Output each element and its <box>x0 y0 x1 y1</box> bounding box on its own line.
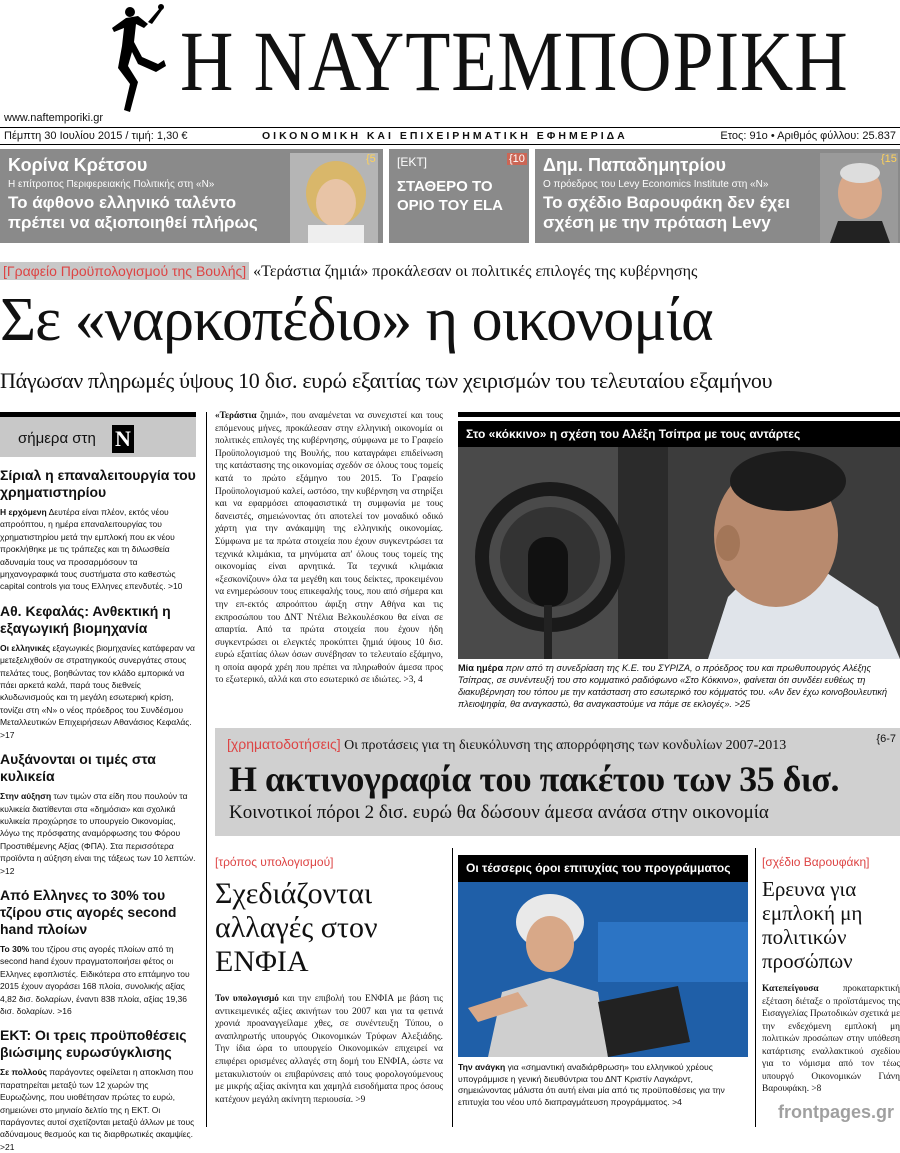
brief-item[interactable] <box>0 887 196 1017</box>
brief-text: εξαγωγικές βιομηχανίες κατάφεραν να μετεξελιχθούν σε στρατηγικούς συνεργάτες στους πελάτες τους, βοηθώντας τον κλάδο εμπορικά να πάει αρκετά καλά, παρά τους διεθνείς κλυδωνισμούς και τη μεγάλη εσωτερική κρίση, τονίζει στη «Ν» ο νέος πρόεδρος του Συνδέσμου Μεταλλευτικών Επιχειρήσεων Αθανάσιος Κεφαλάς. >17 <box>0 642 195 740</box>
photo-caption <box>458 1062 748 1108</box>
date-price: Πέμπτη 30 Ιουλίου 2015 / τιμή: 1,30 € <box>4 130 188 142</box>
photo-top-rule <box>458 412 900 417</box>
brief-title: Σίριαλ η επαναλειτουργία του χρηματιστηρίου <box>0 467 196 500</box>
newspaper-title: Η ΝΑΥΤΕΜΠΟΡΙΚΗ <box>180 13 849 109</box>
photo-caption <box>458 662 900 710</box>
teaser-role: Η επίτροπος Περιφερειακής Πολιτικής στη «Ν» <box>8 179 215 190</box>
main-subhead: Πάγωσαν πληρωμές ύψους 10 δισ. ευρώ εξαιτίας των χειρισμών του τελευταίου εξαμήνου <box>0 368 773 393</box>
teaser-headline: Το σχέδιο Βαρουφάκη δεν έχει σχέση με την πρόταση Levy <box>543 193 790 232</box>
brief-item[interactable] <box>0 603 196 741</box>
teaser-role: Ο πρόεδρος του Levy Economics Institute στη «Ν» <box>543 179 769 190</box>
lead-article-body <box>215 410 443 687</box>
band-subhead: Κοινοτικοί πόροι 2 δισ. ευρώ θα δώσουν άμεσα ανάσα στην οικονομία <box>229 802 769 823</box>
watermark: frontpages.gr <box>778 1102 895 1122</box>
brief-lead: Η ερχόμενη <box>0 507 47 517</box>
teaser-name: [ΕΚΤ] <box>397 155 428 169</box>
band-headline: Η ακτινογραφία του πακέτου των 35 δισ. <box>229 759 839 799</box>
teaser-name: Δημ. Παπαδημητρίου <box>543 155 726 175</box>
brief-item[interactable] <box>0 1027 196 1153</box>
band-tag: [χρηματοδοτήσεις] <box>227 736 341 752</box>
today-in-n-box <box>0 412 196 457</box>
column-divider <box>206 412 207 1127</box>
story-body: και την επιβολή του ΕΝΦΙΑ με βάση τις αντικειμενικές αξίες ακινήτων του 2007 και για τα φετινά χρονιά προαναγγείλαμε χθες, σε συνέντευξη Τύπου, ο αναπληρωτής υπουργός Οικονομικών Τρύφων Αλεξιάδης. Την ίδια ώρα το υπουργείο Οικονομικών επιχειρεί να επιφέρει ορισμένες αλλαγές στη δομή του ΕΝΦΙΑ, ώστε να μετακυλιστούν οι επιβαρύνσεις από τους φορολογούμενους με μικρής αξίας ακίνητα και χαμηλά εισοδήματα προς όσους κατέχουν μεγάλη ακίνητη περιουσία. >9 <box>215 994 443 1105</box>
story-headline: Σχεδιάζονται αλλαγές στον ΕΝΦΙΑ <box>215 877 378 978</box>
main-headline[interactable]: Σε «ναρκοπέδιο» η οικονομία <box>0 286 713 354</box>
brief-lead: Το 30% <box>0 943 30 954</box>
story-enfia[interactable] <box>215 855 443 1106</box>
brief-lead: Στην αύξηση <box>0 791 52 802</box>
program-title-bar: Οι τέσσερις όροι επιτυχίας του προγράμματος <box>458 855 748 882</box>
story-lead: Τον υπολογισμό <box>215 994 279 1004</box>
lead-bold: «Τεράστια <box>215 411 257 421</box>
teaser-headline: ΣΤΑΘΕΡΟ ΤΟ ΟΡΙΟ ΤΟΥ ELA <box>397 178 503 214</box>
caption-text: για «σημαντική αναδιάρθρωση» του ελληνικού χρέους υπογράμμισε η γενική διευθύντρια του ΔΝΤ Κριστίν Λαγκάρντ, σημειώνοντας μάλιστα ότι αυτή είναι μία από τις προϋποθέσεις για την επιτυχία του νέου υπό διαπραγμάτευση προγράμματος. >4 <box>458 1062 725 1107</box>
n-logo-icon: Ν <box>112 425 134 453</box>
lead-text: ζημιά», που αναμένεται να συνεχιστεί και τους επόμενους μήνες, προκάλεσαν στην ελληνική οικονομία οι πολιτικές επιλογές της κυβέρνησης, σύμφωνα με το Γραφείο Προϋπολογισμού της Βουλής, που καταγράφει επιδείνωση της κατάστασης της οικονομίας σχεδόν σε όλους τους τομείς κατά το πρώτο εξάμηνο του 2015. Το Γραφείο Προϋπολογισμού καλεί, ωστόσο, την κυβέρνηση να στηρίξει και να εφαρμόσει αποφασιστικά τη συμφωνία με τους δανειστές, σημειώνοντας ότι αποτελεί τον μοναδικό οδικό χάρτη για την ανάκαμψη της ελληνικής οικονομίας. Σύμφωνα με τα πρώτα στοιχεία που έχουν συγκεντρώσει τα τεχνικά κλιμάκια, τα μηνύματα απ' όλους τους τομείς της οικονομίας είναι αρνητικά. Τα τεχνικά κλιμάκια «ξεσκονίζουν» όλα τα μεγέθη και τους δείκτες, προκειμένου να ενημερώσουν τους επικεφαλής τους, που από σήμερα και την επ-εκτός απροόπτου άφιξη στην Αθήνα και τις εκπροσώπου του ΔΝΤ Ντέλια Βελκουλέσκου θα είναι σε απαρτία. Από τα πρώτα στοιχεία που έχουν ήδη συγκεντρώσει οι ελεγκτές προκύπτει ζημιά ύψους 10 δισ. ευρώ εξαιτίας όλων όσων συνέβησαν το τελευταίο εξάμηνο, η οποία αφορά χρέη που πρέπει να πληρωθούν άμεσα προς το εξωτερικό, αλλά και στο εσωτερικό σε ιδιώτες. >3, 4 <box>215 411 443 686</box>
story-body: προκαταρκτική εξέταση διέταξε ο προϊστάμενος της Εισαγγελίας Πρωτοδικών σχετικά με την ενδεχόμενη εμπλοκή μη πολιτικών προσώπων στην υπόθεση κατάρτισης εναλλακτικού σχεδίου για το νόμισμα από τον τέως υπουργό Οικονομικών Γιάνη Βαρουφάκη. >8 <box>762 984 900 1094</box>
left-column <box>0 412 196 1153</box>
column-divider <box>452 848 453 1127</box>
caption-text: πριν από τη συνεδρίαση της Κ.Ε. του ΣΥΡΙΖΑ, ο πρόεδρος του και πρωθυπουργός Αλέξης Τσίπρας, σε συνέντευξή του στο κομματικό ραδιόφωνο «Στο Κόκκινο», φαίνεται ότι συνδέει ευθέως τη διακυβέρνηση του τόπου με την κατάσταση στο εσωτερικό του κόμματός του. «Αν δεν έχω κοινοβουλευτική πλειοψηφία, θα αναγκαστώ, θα αναγκαστούμε να πάμε σε εκλογές». >25 <box>458 663 888 709</box>
story-headline: Ερευνα για εμπλοκή μη πολιτικών προσώπων <box>762 877 863 973</box>
brief-item[interactable] <box>0 751 196 877</box>
brief-lead: Οι ελληνικές <box>0 642 51 653</box>
column-divider <box>755 848 756 1127</box>
portrait-photo <box>820 153 898 243</box>
brief-text: Δευτέρα είναι πλέον, εκτός νέου απροόπτου, η ημέρα επαναλειτουργίας του χρηματιστηρίου μετά την εμπλοκή που εκ νέου προκλήθηκε με τις τράπεζες και τη διλωσθεία αδυναμία τους να προσαρμόσουν τα μηχανογραφικά τους συστήματα στο καθεστώς capital controls για τους Ελληνες επενδυτές. >10 <box>0 507 183 592</box>
funding-feature-band[interactable] <box>215 728 900 836</box>
page-ref: {15 <box>881 153 897 165</box>
page-ref: {6-7 <box>876 733 896 745</box>
teaser-name: Κορίνα Κρέτσου <box>8 155 148 175</box>
brief-title: Αθ. Κεφαλάς: Ανθεκτική η εξαγωγική βιομηχανία <box>0 602 171 636</box>
page-ref: {10 <box>509 153 525 165</box>
brief-lead: Σε πολλούς <box>0 1067 47 1078</box>
band-kicker-text: Οι προτάσεις για τη διευκόλυνση της απορρόφησης των κονδυλίων 2007-2013 <box>344 738 787 753</box>
site-url[interactable]: www.naftemporiki.gr <box>4 112 104 124</box>
today-label: σήμερα στη <box>18 430 96 447</box>
brief-text: του τζίρου στις αγορές πλοίων από τη second hand έχουν πραγματοποιήσει φέτος οι Ελληνες εφοπλιστές. Ειδικότερα στο επτάμηνο του 2015 έχουν αγοράσει 168 πλοία, συνολικής αξίας 4,82 δισ. δολαρίων, έναντι 838 πλοία, αξίας 19,36 δισ. δολαρίων. >16 <box>0 943 190 1016</box>
hermes-logo-icon <box>108 2 170 120</box>
portrait-photo <box>290 153 378 243</box>
teaser-papadimitriou[interactable] <box>535 149 900 243</box>
kicker-tag: [Γραφείο Προϋπολογισμού της Βουλής] <box>0 262 249 280</box>
caption-lead: Την ανάγκη <box>458 1062 506 1072</box>
page-ref: {5 <box>366 153 376 165</box>
paper-tagline: ΟΙΚΟΝΟΜΙΚΗ ΚΑΙ ΕΠΙΧΕΙΡΗΜΑΤΙΚΗ ΕΦΗΜΕΡΙΔΑ <box>262 130 628 142</box>
teaser-kretsou[interactable] <box>0 149 383 243</box>
masthead-info-bar <box>0 127 900 145</box>
brief-text: των τιμών στα είδη που πουλούν τα κυλικεία διατίθενται στα «δημόσια» και σχολικά κυλικεία προχώρησε το υπουργείο Οικονομίας, λόγω της πρόσφατης αναμόρφωσης του Φόρου Προστιθέμενης Αξίας (ΦΠΑ). Στα περισσότερα προϊόντα η αύξηση είναι της τάξεως των 10 λεπτών. >12 <box>0 791 196 876</box>
kicker-text: «Τεράστια ζημιά» προκάλεσαν οι πολιτικές επιλογές της κυβέρνησης <box>253 263 698 280</box>
main-kicker <box>0 263 697 281</box>
tsipras-photo[interactable] <box>458 447 900 659</box>
band-kicker <box>227 736 786 754</box>
teaser-ekt[interactable] <box>389 149 529 243</box>
brief-title: Αυξάνονται οι τιμές στα κυλικεία <box>0 751 156 785</box>
brief-item[interactable] <box>0 467 196 593</box>
brief-title: Από Ελληνες το 30% του τζίρου στις αγορές second hand πλοίων <box>0 886 177 937</box>
story-varoufakis[interactable] <box>762 855 900 1096</box>
story-tag: [σχέδιο Βαρουφάκη] <box>762 855 870 869</box>
story-tag: [τρόπος υπολογισμού] <box>215 855 334 869</box>
lagarde-photo[interactable] <box>458 882 748 1057</box>
brief-text: παράγοντες οφείλεται η αποκλιση που παρατηρείται μεταξύ των 12 χωρών της Ευρωζώνης, που υιοθέτησαν πρώτες το ευρώ, σημειώνει στο μηνιαίο δελτίο της η ΕΚΤ. Οι παράγοντες αυτοί σχετίζονται μεταξύ άλλων με τους αδύναμους θεσμούς και τις διαρθρωτικές ακαμψίες. >21 <box>0 1067 195 1152</box>
story-lead: Κατεπείγουσα <box>762 984 819 994</box>
brief-title: ΕΚΤ: Οι τρεις προϋποθέσεις βιώσιμης ευρωσύγκλισης <box>0 1027 187 1061</box>
caption-lead: Μία ημέρα <box>458 663 504 673</box>
photo-title-bar: Στο «κόκκινο» η σχέση του Αλέξη Τσίπρα με τους αντάρτες <box>458 421 900 447</box>
issue-number: Ετος: 91ο • Αριθμός φύλλου: 25.837 <box>720 130 896 142</box>
teaser-headline: Το άφθονο ελληνικό ταλέντο πρέπει να αξιοποιηθεί πλήρως <box>8 193 258 232</box>
